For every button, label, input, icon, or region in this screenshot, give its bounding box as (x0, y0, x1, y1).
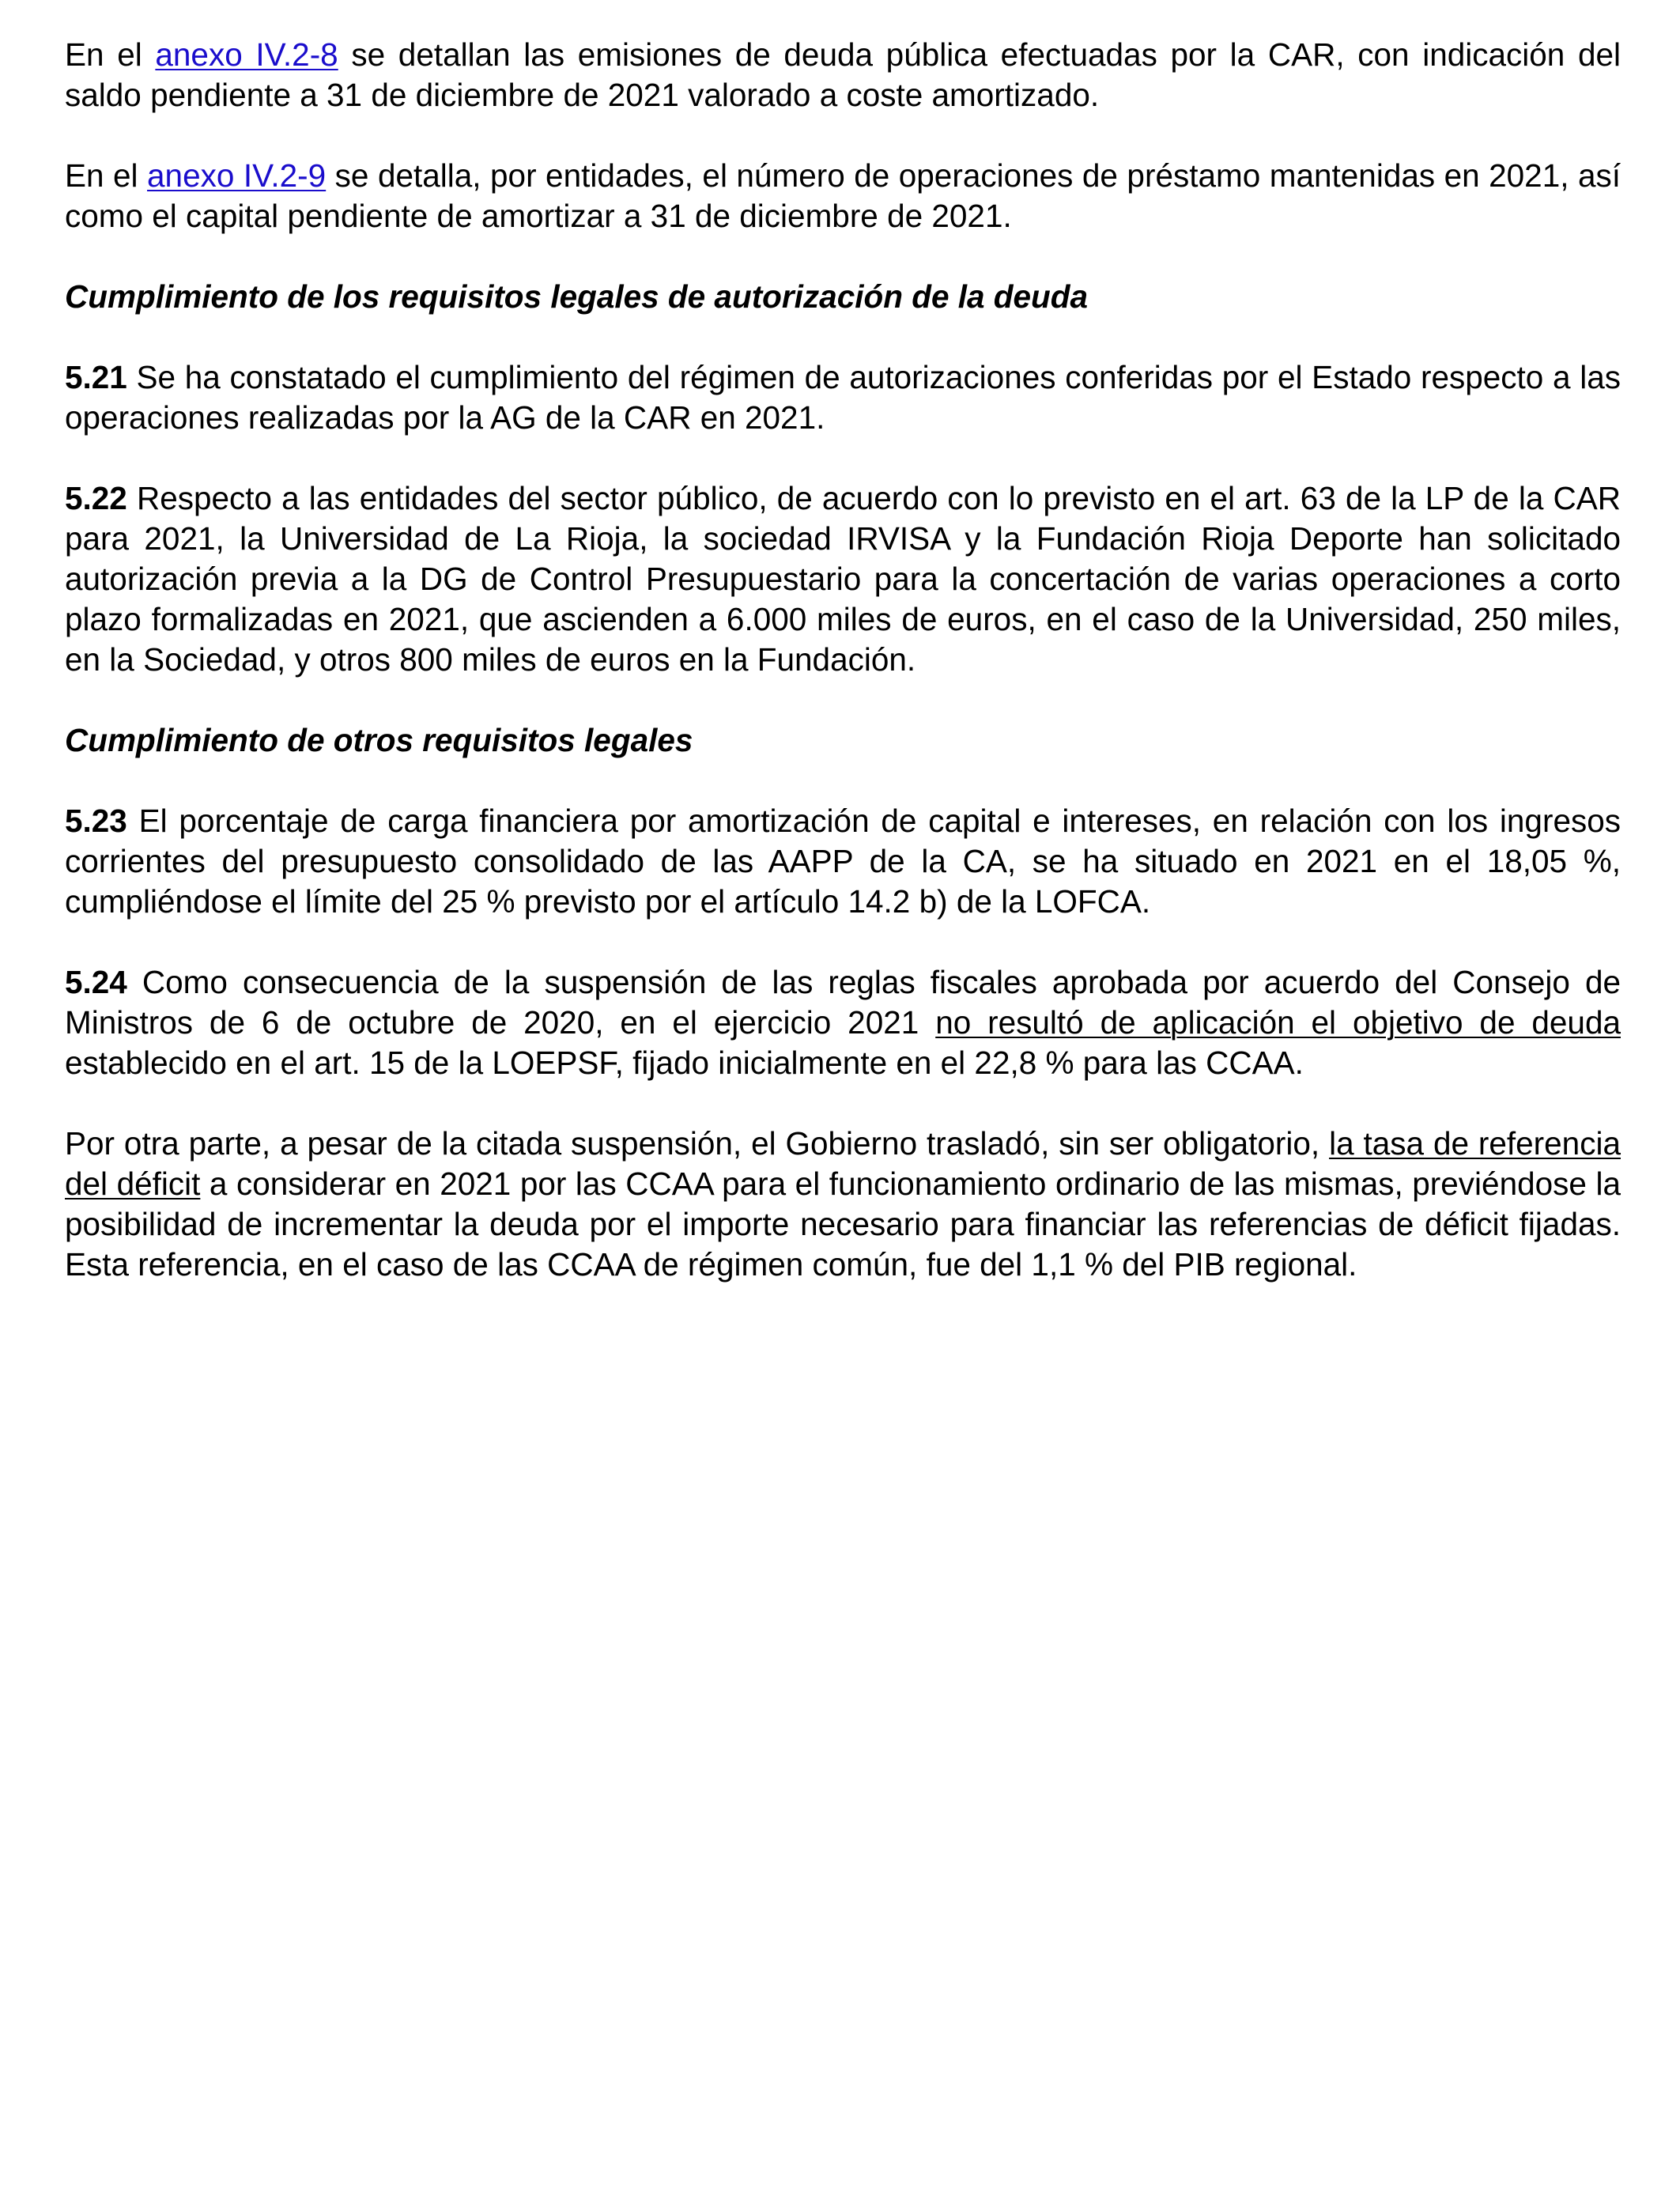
paragraph-text: El porcentaje de carga financiera por amortización de capital e intereses, en relación con los ingresos corrientes del presupuesto consolidado de las AAPP de la CA, se ha situado en 2021 en el 18,05 %, cumpliéndose el límite del 25 % previsto por el artículo 14.2 b) de la LOFCA. (65, 803, 1621, 920)
annex-iv-2-8-link[interactable]: anexo IV.2-8 (155, 36, 338, 73)
paragraph-text: En el (65, 36, 156, 73)
paragraph-number: 5.21 (65, 359, 127, 395)
section-heading-authorization: Cumplimiento de los requisitos legales de autorización de la deuda (65, 278, 1089, 315)
paragraph-text: En el (65, 157, 148, 194)
underlined-text: la tasa de referencia del déficit (65, 1125, 1621, 1202)
document-page (65, 35, 1621, 1325)
paragraph-number: 5.24 (65, 964, 127, 1000)
annex-iv-2-9-link[interactable]: anexo IV.2-9 (147, 157, 327, 194)
paragraph-text: Respecto a las entidades del sector público, de acuerdo con lo previsto en el art. 63 de la LP de la CAR para 2021, la Universidad de La Rioja, la sociedad IRVISA y la Fundación Rioja Deporte han solicitado autorización previa a la DG de Control Presupuestario para la concertación de varias operaciones a corto plazo formalizadas en 2021, que ascienden a 6.000 miles de euros, en el caso de la Universidad, 250 miles, en la Sociedad, y otros 800 miles de euros en la Fundación. (65, 480, 1621, 678)
paragraph-text: Como consecuencia de la suspensión de las reglas fiscales aprobada por acuerdo del Consejo de Ministros de 6 de octubre de 2020, en el ejercicio 2021 (65, 964, 1621, 1041)
paragraph-text: Por otra parte, a pesar de la citada suspensión, el Gobierno trasladó, sin ser obligatorio, (65, 1125, 1330, 1162)
paragraph-5-21 (65, 357, 1621, 438)
paragraph-text: se detallan las emisiones de deuda pública efectuadas por la CAR, con indicación del saldo pendiente a 31 de diciembre de 2021 valorado a coste amortizado. (65, 36, 1621, 113)
paragraph-5-22 (65, 478, 1621, 680)
paragraph-number: 5.22 (65, 480, 127, 516)
paragraph-text: a considerar en 2021 por las CCAA para el funcionamiento ordinario de las mismas, previéndose la posibilidad de incrementar la deuda por el importe necesario para financiar las referencias de déficit fijadas. Esta referencia, en el caso de las CCAA de régimen común, fue del 1,1 % del PIB regional. (65, 1166, 1621, 1283)
paragraph-5-23 (65, 801, 1621, 922)
underlined-text: no resultó de aplicación el objetivo de deuda (935, 1004, 1621, 1041)
section-heading-other-requirements: Cumplimiento de otros requisitos legales (65, 722, 693, 758)
paragraph-text: Se ha constatado el cumplimiento del régimen de autorizaciones conferidas por el Estado respecto a las operaciones realizadas por la AG de la CAR en 2021. (65, 359, 1621, 436)
paragraph-text: establecido en el art. 15 de la LOEPSF, fijado inicialmente en el 22,8 % para las CCAA. (65, 1045, 1304, 1081)
paragraph-annex-iv-2-8 (65, 35, 1621, 115)
paragraph-text: se detalla, por entidades, el número de operaciones de préstamo mantenidas en 2021, así como el capital pendiente de amortizar a 31 de diciembre de 2021. (65, 157, 1621, 234)
paragraph-number: 5.23 (65, 803, 127, 839)
paragraph-5-24 (65, 962, 1621, 1083)
paragraph-deficit-reference (65, 1124, 1621, 1285)
paragraph-annex-iv-2-9 (65, 156, 1621, 236)
